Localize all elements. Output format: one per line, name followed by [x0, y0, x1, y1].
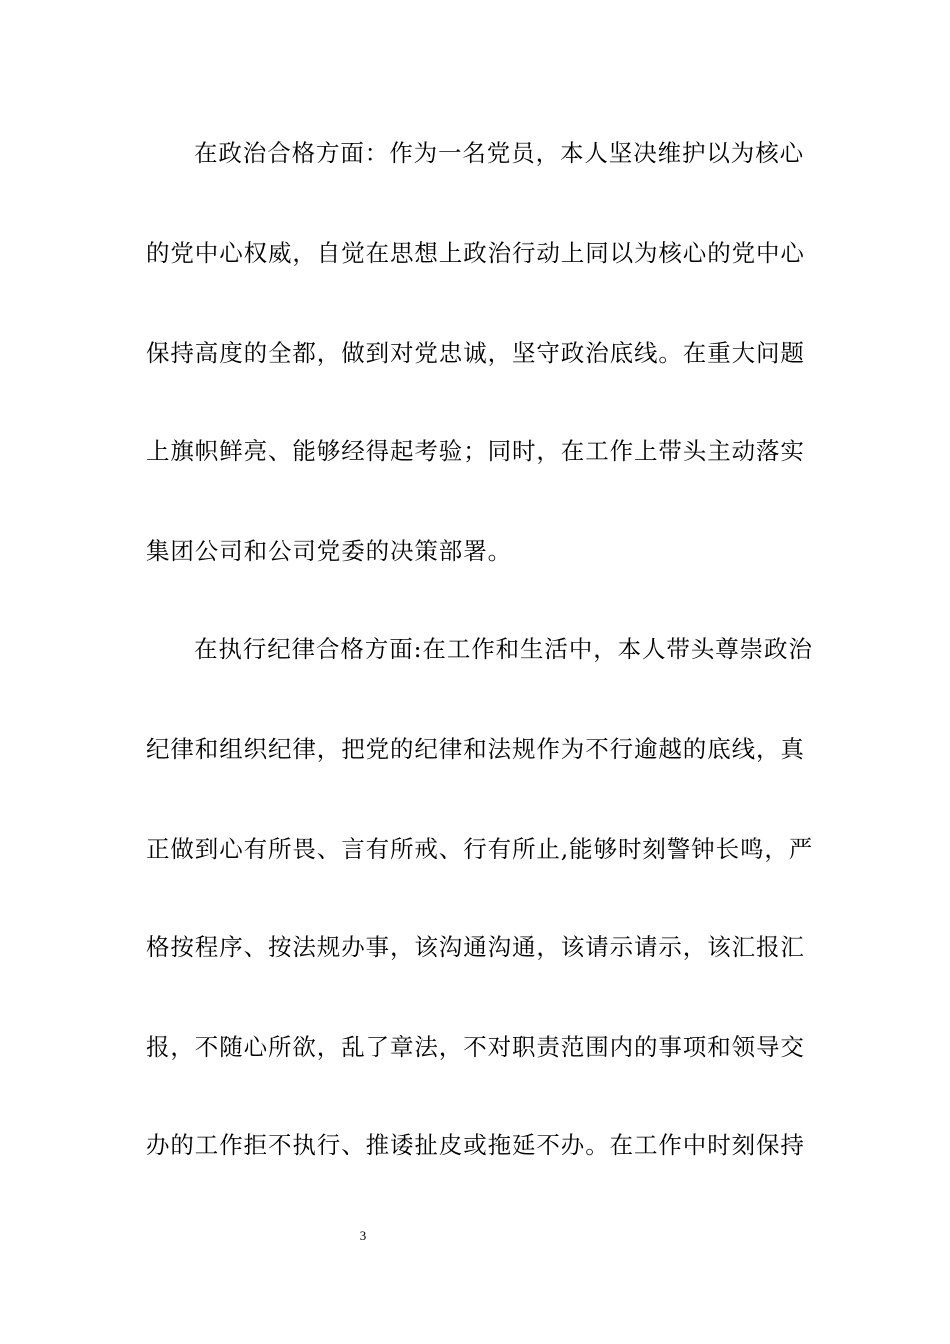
text-line: 在执行纪律合格方面:在工作和生活中，本人带头尊崇政治 — [194, 635, 813, 663]
text-line: 办的工作拒不执行、推诿扯皮或拖延不办。在工作中时刻保持 — [146, 1131, 805, 1159]
text-line: 上旗帜鲜亮、能够经得起考验；同时，在工作上带头主动落实 — [146, 437, 805, 465]
text-line: 在政治合格方面：作为一名党员，本人坚决维护以为核心 — [194, 139, 804, 167]
text-line: 格按程序、按法规办事，该沟通沟通，该请示请示，该汇报汇 — [146, 933, 805, 961]
text-line: 纪律和组织纪律，把党的纪律和法规作为不行逾越的底线，真 — [146, 735, 805, 763]
text-line: 的党中心权威，自觉在思想上政治行动上同以为核心的党中心 — [146, 239, 805, 267]
text-line: 报，不随心所欲，乱了章法，不对职责范围内的事项和领导交 — [146, 1033, 805, 1061]
text-line: 正做到心有所畏、言有所戒、行有所止,能够时刻警钟长鸣，严 — [146, 835, 814, 863]
text-line: 集团公司和公司党委的决策部署。 — [146, 537, 512, 565]
page-number: 3 — [359, 1228, 367, 1243]
text-line: 保持高度的全都，做到对党忠诚，坚守政治底线。在重大问题 — [146, 339, 805, 367]
